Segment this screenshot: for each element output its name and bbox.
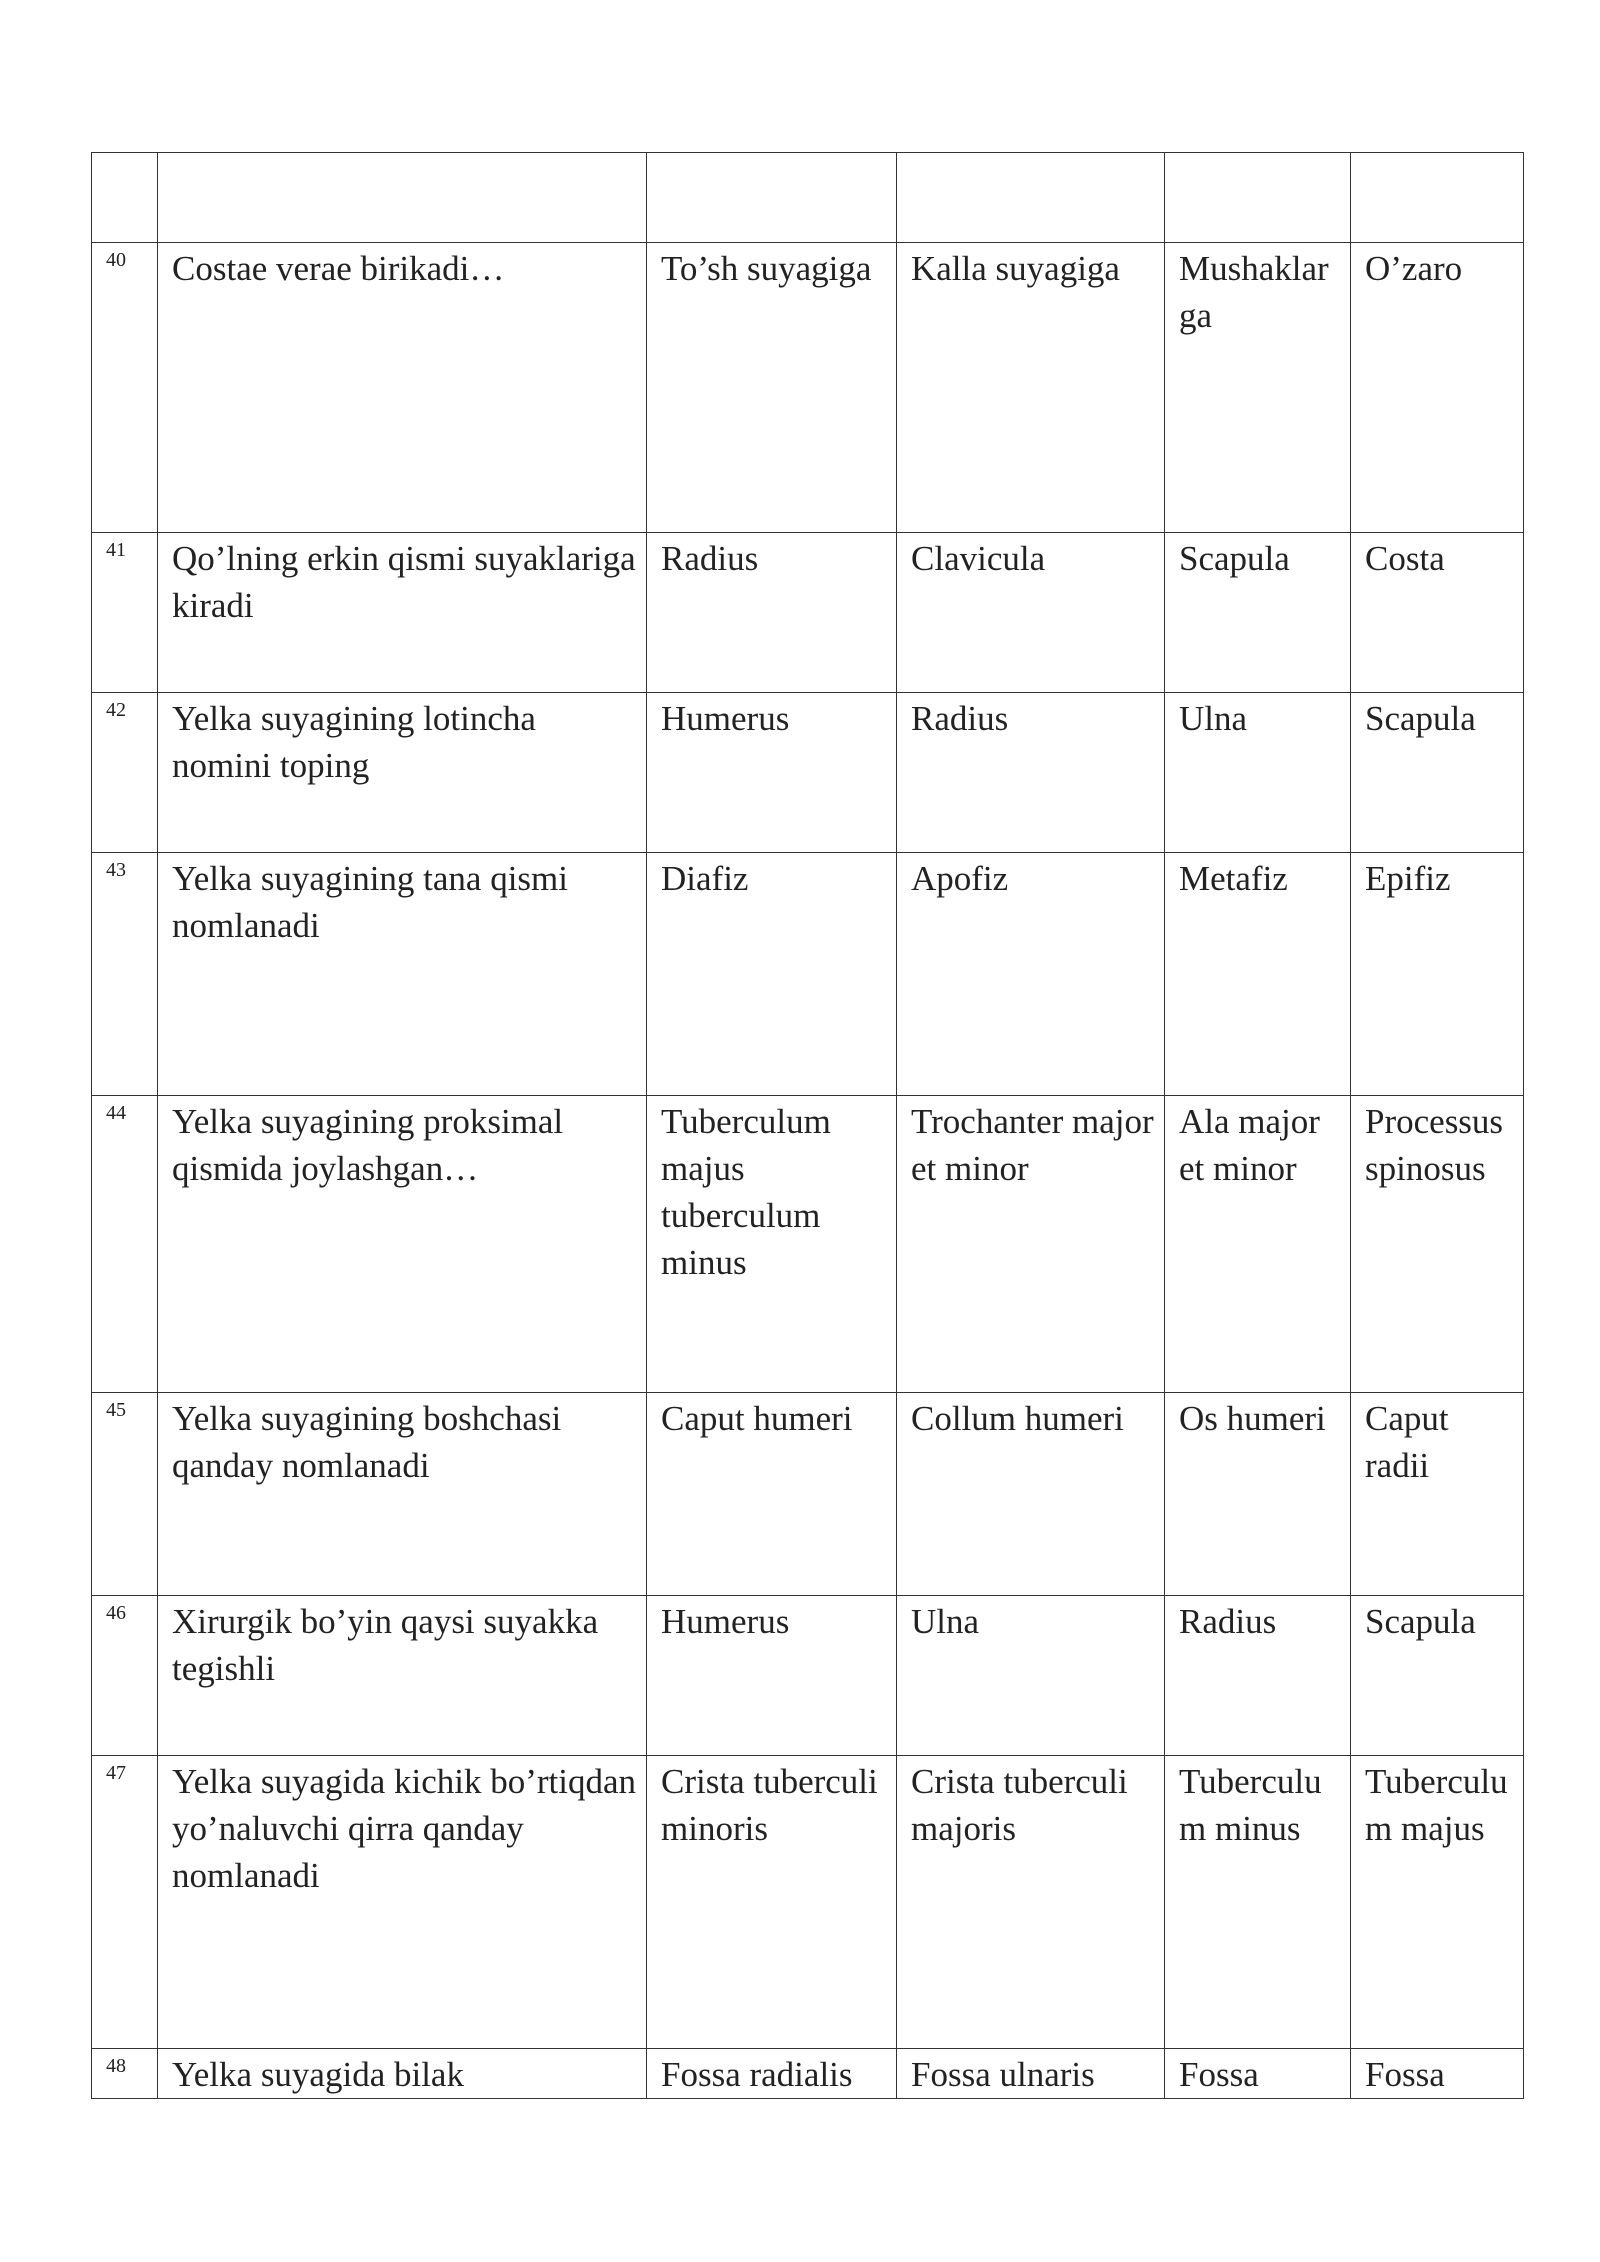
answer-c-cell	[1165, 1096, 1351, 1393]
answer-a: Humerus	[661, 1602, 790, 1641]
question-number: 40	[106, 249, 126, 271]
answer-c: Tuberculum minus	[1179, 1762, 1322, 1848]
question-number: 44	[106, 1102, 126, 1124]
answer-c: Metafiz	[1179, 859, 1288, 898]
answer-d: Caput radii	[1365, 1399, 1449, 1485]
answer-b: Trochanter major et minor	[911, 1102, 1154, 1188]
question-cell	[158, 1393, 647, 1596]
answer-d-cell	[1351, 533, 1524, 693]
answer-c-cell	[1165, 1393, 1351, 1596]
answer-d-cell	[1351, 243, 1524, 533]
table-row	[92, 693, 1524, 853]
answer-b-cell	[897, 153, 1165, 243]
table-row	[92, 1096, 1524, 1393]
question-cell	[158, 533, 647, 693]
answer-a-cell	[647, 1596, 897, 1756]
answer-d-cell	[1351, 153, 1524, 243]
answer-d-cell	[1351, 1756, 1524, 2049]
question-number-cell	[92, 2049, 158, 2099]
answer-a: Radius	[661, 539, 759, 578]
answer-b-cell	[897, 853, 1165, 1096]
answer-d-cell	[1351, 2049, 1524, 2099]
answer-b: Apofiz	[911, 859, 1009, 898]
answer-b	[897, 153, 1164, 155]
answer-a-cell	[647, 153, 897, 243]
question-number-cell	[92, 1393, 158, 1596]
answer-c-cell	[1165, 243, 1351, 533]
answer-d-cell	[1351, 1096, 1524, 1393]
answer-d-cell	[1351, 1393, 1524, 1596]
answer-d: Fossa	[1365, 2055, 1445, 2094]
question-number-cell	[92, 693, 158, 853]
question-cell	[158, 1756, 647, 2049]
answer-c-cell	[1165, 533, 1351, 693]
answer-a: Fossa radialis	[661, 2055, 853, 2094]
question-text: Yelka suyagining boshchasi qanday nomlanadi	[172, 1399, 562, 1485]
answer-a: To’sh suyagiga	[661, 249, 872, 288]
question-text: Yelka suyagida bilak	[172, 2055, 464, 2094]
question-text: Yelka suyagida kichik bo’rtiqdan yo’naluvchi qirra qanday nomlanadi	[172, 1762, 637, 1895]
question-number: 45	[106, 1399, 126, 1421]
answer-c-cell	[1165, 1756, 1351, 2049]
table-row	[92, 533, 1524, 693]
question-number: 43	[106, 859, 126, 881]
table-row	[92, 2049, 1524, 2099]
question-cell	[158, 2049, 647, 2099]
answer-c: Radius	[1179, 1602, 1277, 1641]
question-number	[92, 153, 157, 157]
answer-a: Humerus	[661, 699, 790, 738]
question-cell	[158, 243, 647, 533]
answer-b: Crista tuberculi majoris	[911, 1762, 1128, 1848]
answer-b-cell	[897, 693, 1165, 853]
question-number: 46	[106, 1602, 126, 1624]
answer-a	[647, 153, 896, 155]
answer-b-cell	[897, 1393, 1165, 1596]
question-number-cell	[92, 153, 158, 243]
answer-d: Processus spinosus	[1365, 1102, 1504, 1188]
question-number: 47	[106, 1762, 126, 1784]
answer-b: Fossa ulnaris	[911, 2055, 1095, 2094]
answer-b-cell	[897, 2049, 1165, 2099]
question-text: Yelka suyagining lotincha nomini toping	[172, 699, 536, 785]
answer-c: Os humeri	[1179, 1399, 1326, 1438]
answer-c	[1165, 153, 1350, 155]
answer-b-cell	[897, 1756, 1165, 2049]
answer-a-cell	[647, 1756, 897, 2049]
question-number-cell	[92, 1096, 158, 1393]
answer-a-cell	[647, 853, 897, 1096]
answer-d: Scapula	[1365, 1602, 1476, 1641]
answer-c: Ala major et minor	[1179, 1102, 1320, 1188]
answer-d: Epifiz	[1365, 859, 1451, 898]
question-text	[158, 153, 646, 155]
answer-d: Costa	[1365, 539, 1445, 578]
question-number-cell	[92, 243, 158, 533]
question-text: Costae verae birikadi…	[172, 249, 505, 288]
answer-c-cell	[1165, 853, 1351, 1096]
answer-b-cell	[897, 243, 1165, 533]
answer-d-cell	[1351, 853, 1524, 1096]
answer-c-cell	[1165, 1596, 1351, 1756]
question-number-cell	[92, 853, 158, 1096]
answer-d-cell	[1351, 1596, 1524, 1756]
answer-b-cell	[897, 1596, 1165, 1756]
answer-b: Clavicula	[911, 539, 1046, 578]
answer-d: Tuberculum majus	[1365, 1762, 1508, 1848]
question-number-cell	[92, 1756, 158, 2049]
table-row	[92, 853, 1524, 1096]
question-cell	[158, 153, 647, 243]
answer-b: Radius	[911, 699, 1009, 738]
question-text: Yelka suyagining proksimal qismida joylashgan…	[172, 1102, 564, 1188]
answer-a: Tuberculum majus tuberculum minus	[661, 1102, 831, 1282]
table-row	[92, 1596, 1524, 1756]
question-text: Qo’lning erkin qismi suyaklariga kiradi	[172, 539, 636, 625]
quiz-table	[91, 152, 1524, 2099]
answer-c: Ulna	[1179, 699, 1248, 738]
table-row	[92, 153, 1524, 243]
question-cell	[158, 1096, 647, 1393]
answer-b-cell	[897, 533, 1165, 693]
answer-d: O’zaro	[1365, 249, 1463, 288]
answer-a-cell	[647, 1096, 897, 1393]
answer-b: Ulna	[911, 1602, 980, 1641]
answer-c-cell	[1165, 2049, 1351, 2099]
answer-c-cell	[1165, 693, 1351, 853]
answer-d: Scapula	[1365, 699, 1476, 738]
answer-a-cell	[647, 533, 897, 693]
answer-c-cell	[1165, 153, 1351, 243]
answer-a-cell	[647, 693, 897, 853]
question-number: 41	[106, 539, 126, 561]
answer-a: Diafiz	[661, 859, 749, 898]
question-number-cell	[92, 1596, 158, 1756]
answer-a-cell	[647, 243, 897, 533]
answer-b: Collum humeri	[911, 1399, 1124, 1438]
answer-d	[1351, 153, 1523, 155]
answer-a: Crista tuberculi minoris	[661, 1762, 878, 1848]
answer-b-cell	[897, 1096, 1165, 1393]
answer-b: Kalla suyagiga	[911, 249, 1120, 288]
question-cell	[158, 853, 647, 1096]
answer-c: Mushaklarga	[1179, 249, 1329, 335]
question-cell	[158, 1596, 647, 1756]
answer-c: Scapula	[1179, 539, 1290, 578]
answer-a-cell	[647, 2049, 897, 2099]
question-cell	[158, 693, 647, 853]
table-row	[92, 243, 1524, 533]
answer-d-cell	[1351, 693, 1524, 853]
table-row	[92, 1756, 1524, 2049]
question-text: Xirurgik bo’yin qaysi suyakka tegishli	[172, 1602, 599, 1688]
answer-a-cell	[647, 1393, 897, 1596]
answer-c: Fossa	[1179, 2055, 1259, 2094]
answer-a: Caput humeri	[661, 1399, 853, 1438]
question-number: 48	[106, 2055, 126, 2077]
question-number: 42	[106, 699, 126, 721]
question-number-cell	[92, 533, 158, 693]
question-text: Yelka suyagining tana qismi nomlanadi	[172, 859, 569, 945]
table-row	[92, 1393, 1524, 1596]
